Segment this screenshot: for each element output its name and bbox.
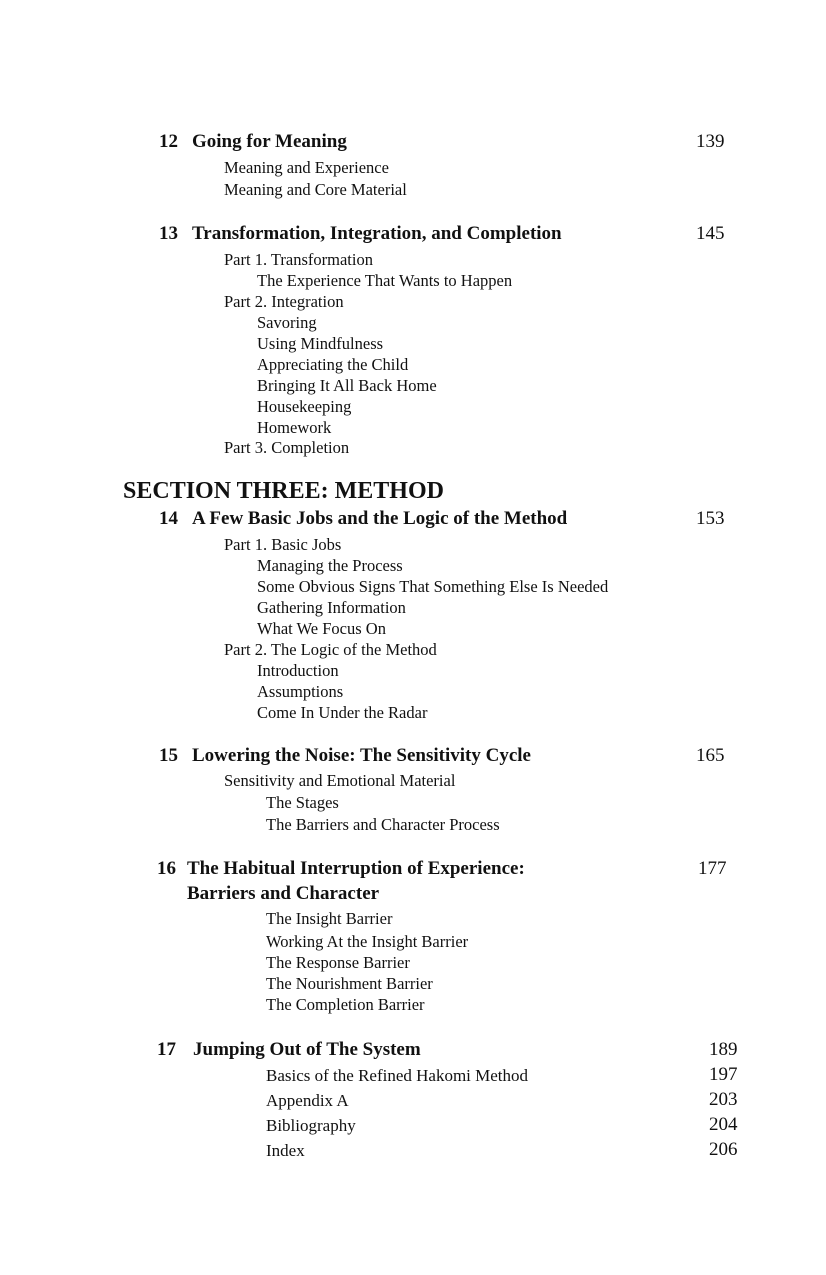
chapter-13-title: Transformation, Integration, and Completion: [192, 223, 562, 244]
chapter-13-page: 145: [696, 223, 725, 244]
toc-subentry: Meaning and Experience: [224, 158, 389, 177]
chapter-12-title: Going for Meaning: [192, 131, 347, 152]
toc-subentry: The Nourishment Barrier: [266, 974, 433, 993]
toc-subentry: Homework: [257, 418, 332, 437]
chapter-15-title: Lowering the Noise: The Sensitivity Cycle: [192, 745, 531, 766]
toc-subentry: Bringing It All Back Home: [257, 376, 437, 395]
toc-subentry: Working At the Insight Barrier: [266, 932, 469, 951]
toc-subentry: Savoring: [257, 313, 317, 332]
chapter-16-page: 177: [698, 858, 727, 879]
chapter-14-title: A Few Basic Jobs and the Logic of the Method: [192, 508, 568, 529]
toc-subentry: The Insight Barrier: [266, 909, 393, 928]
chapter-17-number: 17: [157, 1039, 176, 1060]
toc-subentry: Come In Under the Radar: [257, 703, 428, 722]
end-matter-page: 203: [709, 1089, 738, 1110]
chapter-16-title: The Habitual Interruption of Experience:: [187, 858, 525, 879]
toc-subentry: The Barriers and Character Process: [266, 815, 500, 834]
chapter-17-title: Jumping Out of The System: [193, 1039, 421, 1060]
chapter-12-number: 12: [159, 131, 178, 152]
chapter-15-page: 165: [696, 745, 725, 766]
toc-subentry: The Response Barrier: [266, 953, 410, 972]
end-matter-page: 197: [709, 1064, 738, 1085]
toc-subentry: Sensitivity and Emotional Material: [224, 771, 456, 790]
toc-part: Part 2. Integration: [224, 292, 344, 311]
toc-subentry: Using Mindfulness: [257, 334, 384, 353]
toc-part: Part 2. The Logic of the Method: [224, 640, 437, 659]
toc-subentry: Appreciating the Child: [257, 355, 409, 374]
end-matter-label: Basics of the Refined Hakomi Method: [266, 1066, 529, 1085]
chapter-17-page: 189: [709, 1039, 738, 1060]
toc-subentry: What We Focus On: [257, 619, 386, 638]
chapter-13-number: 13: [159, 223, 178, 244]
end-matter-page: 206: [709, 1139, 738, 1160]
chapter-16-title-continued: Barriers and Character: [187, 883, 380, 904]
end-matter-page: 204: [709, 1114, 738, 1135]
toc-part: Part 1. Basic Jobs: [224, 535, 342, 554]
toc-part: Part 1. Transformation: [224, 250, 373, 269]
toc-subentry: Assumptions: [257, 682, 344, 701]
toc-subentry: The Stages: [266, 793, 339, 812]
toc-subentry: Gathering Information: [257, 598, 406, 617]
chapter-12-page: 139: [696, 131, 725, 152]
toc-part: Part 3. Completion: [224, 438, 350, 457]
toc-subentry: Managing the Process: [257, 556, 403, 575]
end-matter-label: Appendix A: [266, 1091, 349, 1110]
chapter-14-number: 14: [159, 508, 178, 529]
toc-subentry: The Experience That Wants to Happen: [257, 271, 513, 290]
toc-subentry: The Completion Barrier: [266, 995, 425, 1014]
chapter-15-number: 15: [159, 745, 178, 766]
end-matter-label: Bibliography: [266, 1116, 356, 1135]
end-matter-label: Index: [266, 1141, 305, 1160]
toc-subentry: Introduction: [257, 661, 339, 680]
toc-subentry: Housekeeping: [257, 397, 352, 416]
section-heading: SECTION THREE: METHOD: [123, 478, 444, 504]
toc-subentry: Some Obvious Signs That Something Else Is Needed: [257, 577, 609, 596]
chapter-16-number: 16: [157, 858, 176, 879]
chapter-14-page: 153: [696, 508, 725, 529]
toc-subentry: Meaning and Core Material: [224, 180, 407, 199]
